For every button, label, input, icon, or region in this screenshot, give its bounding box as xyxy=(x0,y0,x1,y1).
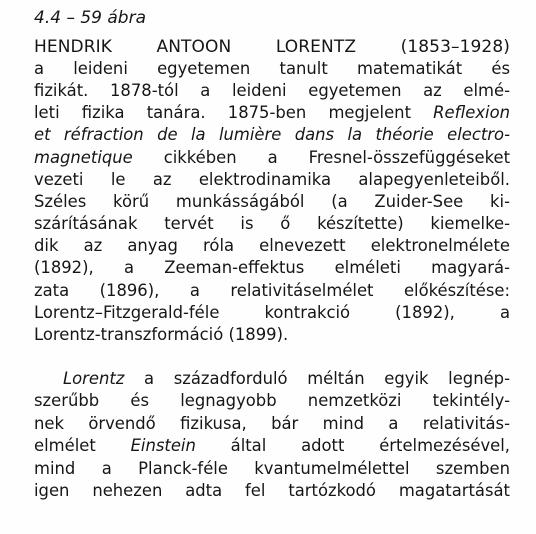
italic-text: Lorentz xyxy=(63,369,125,388)
text-line xyxy=(34,302,510,324)
italic-text: Reflexion xyxy=(433,103,510,123)
text-segment: elmélet xyxy=(34,436,131,456)
italic-text: magnetique xyxy=(34,147,133,167)
bio-heading xyxy=(34,36,510,58)
text-segment: dik az anyag róla elnevezett elektronelmélete xyxy=(34,236,510,256)
text-line xyxy=(34,280,510,302)
text-segment: (1892), a Zeeman-effektus elméleti magyará- xyxy=(34,258,510,278)
text-line xyxy=(34,390,510,412)
text-segment: szárításának tervét is ő készítette) kiemelke- xyxy=(34,214,510,234)
figure-label: 4.4 – 59 ábra xyxy=(34,8,146,28)
text-segment: fizikát. 1878-tól a leideni egyetemen az elmé- xyxy=(34,81,510,101)
text-line xyxy=(34,413,510,435)
text-line xyxy=(34,169,510,191)
text-segment: cikkében a Fresnel-összefüggéseket xyxy=(132,147,510,167)
text-line xyxy=(34,124,510,146)
text-line xyxy=(34,80,510,102)
text-line xyxy=(34,58,510,80)
text-segment: Lorentz–Fitzgerald-féle kontrakció (1892), a xyxy=(34,302,510,322)
text-segment: a leideni egyetemen tanult matematikát és xyxy=(34,59,510,78)
text-segment: Lorentz-transzformáció (1899). xyxy=(34,324,289,344)
text-line xyxy=(34,213,510,235)
person-name: HENDRIK ANTOON LORENTZ xyxy=(34,37,357,57)
text-segment: mind a Planck-féle kvantumelmélettel szemben xyxy=(34,458,510,478)
text-segment: vezeti le az elektrodinamika alapegyenleteiből. xyxy=(34,169,510,189)
life-years: (1853–1928) xyxy=(400,37,510,57)
text-segment: zata (1896), a relativitáselmélet előkészítése: xyxy=(34,280,510,300)
text-line xyxy=(34,191,510,213)
text-line xyxy=(34,458,510,480)
text-line xyxy=(34,480,510,502)
text-segment: Széles körű munkásságából (a Zuider-See ki- xyxy=(34,191,510,211)
text-line xyxy=(34,324,510,346)
text-segment: a századforduló méltán egyik legnép- xyxy=(124,369,510,388)
text-segment: leti fizika tanára. 1875-ben megjelent xyxy=(34,103,434,123)
text-line xyxy=(34,435,510,457)
text-line xyxy=(34,257,510,279)
text-line xyxy=(63,368,510,390)
italic-text: et réfraction de la lumière dans la théorie electro- xyxy=(34,125,510,145)
text-line xyxy=(34,102,510,124)
text-line xyxy=(34,235,510,257)
text-segment: szerűbb és legnagyobb nemzetközi tekintély- xyxy=(34,391,510,411)
text-segment: nek örvendő fizikusa, bár mind a relativitás- xyxy=(34,413,510,433)
text-segment: igen nehezen adta fel tartózkodó magatartását xyxy=(34,481,510,500)
text-line xyxy=(34,147,510,169)
italic-text: Einstein xyxy=(130,436,196,456)
text-segment: által adott értelmezésével, xyxy=(195,436,510,456)
